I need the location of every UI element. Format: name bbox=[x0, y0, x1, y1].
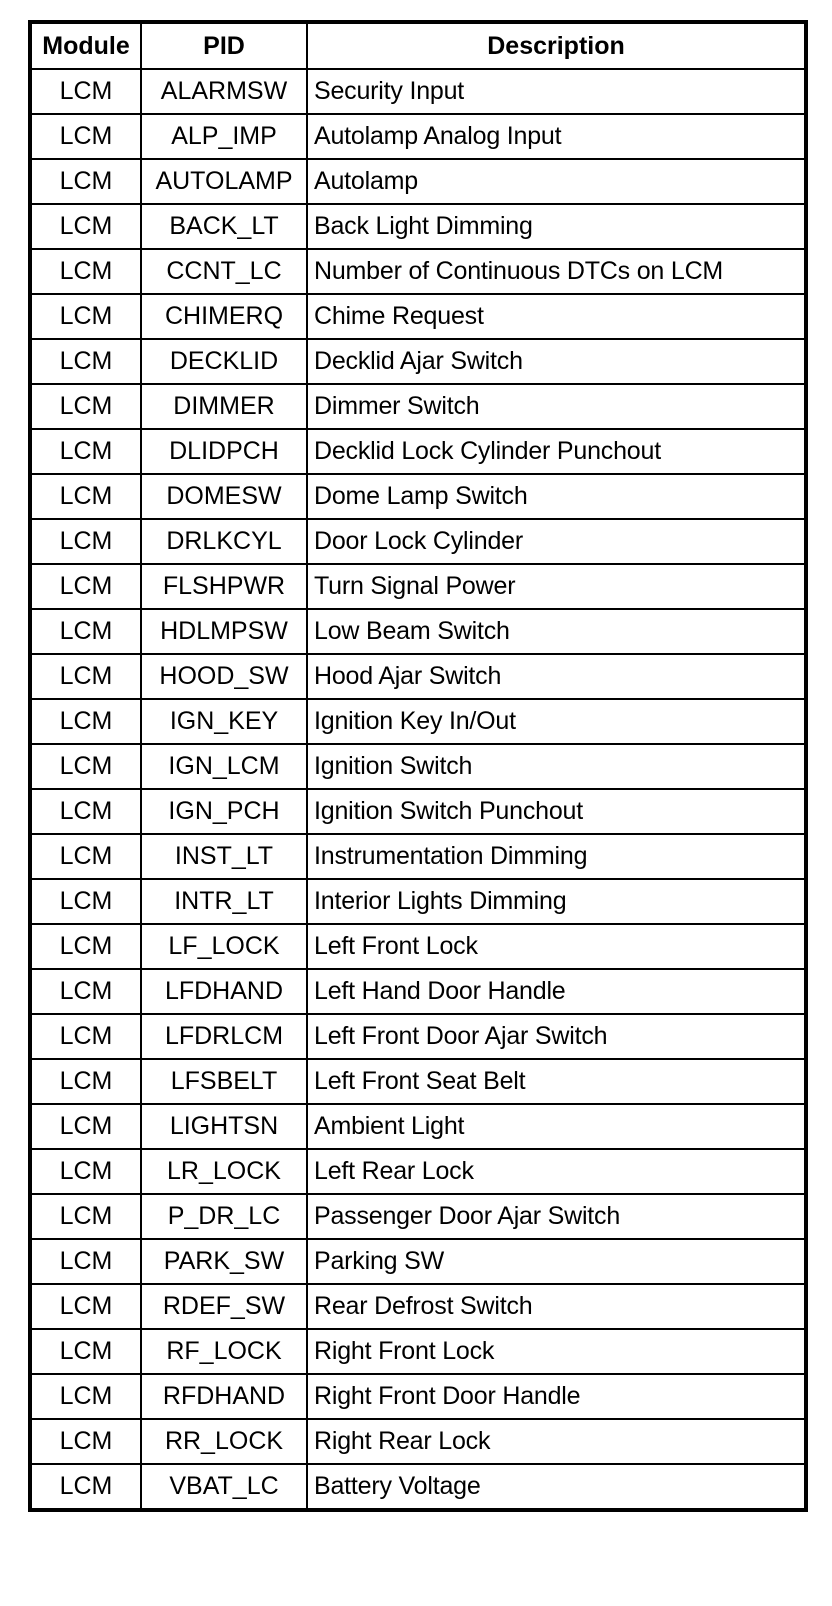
pid-cell: PARK_SW bbox=[141, 1239, 307, 1284]
description-cell: Ignition Switch bbox=[307, 744, 806, 789]
table-row bbox=[30, 879, 806, 924]
pid-cell: RDEF_SW bbox=[141, 1284, 307, 1329]
table-row bbox=[30, 834, 806, 879]
table-row bbox=[30, 69, 806, 114]
module-cell: LCM bbox=[30, 1239, 141, 1284]
table-row bbox=[30, 1419, 806, 1464]
description-cell: Number of Continuous DTCs on LCM bbox=[307, 249, 806, 294]
header-pid: PID bbox=[141, 22, 307, 69]
pid-cell: INTR_LT bbox=[141, 879, 307, 924]
pid-cell: LFDRLCM bbox=[141, 1014, 307, 1059]
pid-cell: DRLKCYL bbox=[141, 519, 307, 564]
module-cell: LCM bbox=[30, 789, 141, 834]
description-cell: Ignition Key In/Out bbox=[307, 699, 806, 744]
module-cell: LCM bbox=[30, 1059, 141, 1104]
description-cell: Chime Request bbox=[307, 294, 806, 339]
description-cell: Ignition Switch Punchout bbox=[307, 789, 806, 834]
table-row bbox=[30, 744, 806, 789]
table-row bbox=[30, 339, 806, 384]
description-cell: Left Rear Lock bbox=[307, 1149, 806, 1194]
table-row bbox=[30, 699, 806, 744]
description-cell: Turn Signal Power bbox=[307, 564, 806, 609]
description-cell: Left Front Seat Belt bbox=[307, 1059, 806, 1104]
description-cell: Back Light Dimming bbox=[307, 204, 806, 249]
description-cell: Right Front Lock bbox=[307, 1329, 806, 1374]
description-cell: Instrumentation Dimming bbox=[307, 834, 806, 879]
module-cell: LCM bbox=[30, 969, 141, 1014]
module-cell: LCM bbox=[30, 1194, 141, 1239]
pid-cell: LIGHTSN bbox=[141, 1104, 307, 1149]
table-row bbox=[30, 429, 806, 474]
table-row bbox=[30, 1014, 806, 1059]
pid-cell: ALARMSW bbox=[141, 69, 307, 114]
table-row bbox=[30, 249, 806, 294]
pid-cell: RFDHAND bbox=[141, 1374, 307, 1419]
description-cell: Left Hand Door Handle bbox=[307, 969, 806, 1014]
module-cell: LCM bbox=[30, 114, 141, 159]
module-cell: LCM bbox=[30, 294, 141, 339]
pid-cell: DIMMER bbox=[141, 384, 307, 429]
table-row bbox=[30, 1104, 806, 1149]
pid-cell: HDLMPSW bbox=[141, 609, 307, 654]
description-cell: Parking SW bbox=[307, 1239, 806, 1284]
table-row bbox=[30, 1149, 806, 1194]
table-row bbox=[30, 969, 806, 1014]
description-cell: Ambient Light bbox=[307, 1104, 806, 1149]
table-row bbox=[30, 654, 806, 699]
pid-cell: AUTOLAMP bbox=[141, 159, 307, 204]
module-cell: LCM bbox=[30, 339, 141, 384]
description-cell: Hood Ajar Switch bbox=[307, 654, 806, 699]
table-row bbox=[30, 609, 806, 654]
header-module: Module bbox=[30, 22, 141, 69]
table-row bbox=[30, 114, 806, 159]
module-cell: LCM bbox=[30, 249, 141, 294]
module-cell: LCM bbox=[30, 1374, 141, 1419]
pid-cell: HOOD_SW bbox=[141, 654, 307, 699]
table-row bbox=[30, 1374, 806, 1419]
header-description: Description bbox=[307, 22, 806, 69]
pid-cell: IGN_LCM bbox=[141, 744, 307, 789]
table-row bbox=[30, 789, 806, 834]
description-cell: Dome Lamp Switch bbox=[307, 474, 806, 519]
module-cell: LCM bbox=[30, 744, 141, 789]
description-cell: Interior Lights Dimming bbox=[307, 879, 806, 924]
module-cell: LCM bbox=[30, 204, 141, 249]
description-cell: Right Rear Lock bbox=[307, 1419, 806, 1464]
description-cell: Left Front Lock bbox=[307, 924, 806, 969]
pid-cell: BACK_LT bbox=[141, 204, 307, 249]
table-row bbox=[30, 564, 806, 609]
module-cell: LCM bbox=[30, 564, 141, 609]
table-header bbox=[30, 22, 806, 69]
pid-cell: LFSBELT bbox=[141, 1059, 307, 1104]
module-cell: LCM bbox=[30, 879, 141, 924]
module-cell: LCM bbox=[30, 834, 141, 879]
pid-cell: INST_LT bbox=[141, 834, 307, 879]
description-cell: Left Front Door Ajar Switch bbox=[307, 1014, 806, 1059]
module-cell: LCM bbox=[30, 654, 141, 699]
description-cell: Autolamp Analog Input bbox=[307, 114, 806, 159]
description-cell: Dimmer Switch bbox=[307, 384, 806, 429]
table-row bbox=[30, 204, 806, 249]
table-row bbox=[30, 1194, 806, 1239]
table-row bbox=[30, 1329, 806, 1374]
module-cell: LCM bbox=[30, 1329, 141, 1374]
description-cell: Door Lock Cylinder bbox=[307, 519, 806, 564]
table-row bbox=[30, 519, 806, 564]
table-row bbox=[30, 924, 806, 969]
pid-cell: P_DR_LC bbox=[141, 1194, 307, 1239]
description-cell: Battery Voltage bbox=[307, 1464, 806, 1510]
description-cell: Decklid Ajar Switch bbox=[307, 339, 806, 384]
pid-cell: DOMESW bbox=[141, 474, 307, 519]
module-cell: LCM bbox=[30, 699, 141, 744]
description-cell: Security Input bbox=[307, 69, 806, 114]
pid-cell: RF_LOCK bbox=[141, 1329, 307, 1374]
module-cell: LCM bbox=[30, 924, 141, 969]
pid-table-container bbox=[28, 20, 804, 1512]
description-cell: Autolamp bbox=[307, 159, 806, 204]
pid-cell: CCNT_LC bbox=[141, 249, 307, 294]
module-cell: LCM bbox=[30, 1014, 141, 1059]
pid-cell: ALP_IMP bbox=[141, 114, 307, 159]
module-cell: LCM bbox=[30, 159, 141, 204]
pid-table bbox=[28, 20, 808, 1512]
table-body bbox=[30, 69, 806, 1510]
table-row bbox=[30, 1284, 806, 1329]
module-cell: LCM bbox=[30, 69, 141, 114]
pid-cell: DLIDPCH bbox=[141, 429, 307, 474]
module-cell: LCM bbox=[30, 519, 141, 564]
table-row bbox=[30, 1059, 806, 1104]
pid-cell: IGN_PCH bbox=[141, 789, 307, 834]
pid-cell: CHIMERQ bbox=[141, 294, 307, 339]
module-cell: LCM bbox=[30, 429, 141, 474]
pid-cell: DECKLID bbox=[141, 339, 307, 384]
description-cell: Decklid Lock Cylinder Punchout bbox=[307, 429, 806, 474]
module-cell: LCM bbox=[30, 1284, 141, 1329]
pid-cell: VBAT_LC bbox=[141, 1464, 307, 1510]
pid-cell: LF_LOCK bbox=[141, 924, 307, 969]
table-row bbox=[30, 474, 806, 519]
module-cell: LCM bbox=[30, 474, 141, 519]
pid-cell: FLSHPWR bbox=[141, 564, 307, 609]
table-row bbox=[30, 159, 806, 204]
module-cell: LCM bbox=[30, 609, 141, 654]
module-cell: LCM bbox=[30, 1149, 141, 1194]
table-row bbox=[30, 1239, 806, 1284]
pid-cell: LR_LOCK bbox=[141, 1149, 307, 1194]
table-row bbox=[30, 384, 806, 429]
pid-cell: LFDHAND bbox=[141, 969, 307, 1014]
pid-cell: IGN_KEY bbox=[141, 699, 307, 744]
module-cell: LCM bbox=[30, 1104, 141, 1149]
pid-cell: RR_LOCK bbox=[141, 1419, 307, 1464]
description-cell: Rear Defrost Switch bbox=[307, 1284, 806, 1329]
module-cell: LCM bbox=[30, 1419, 141, 1464]
description-cell: Passenger Door Ajar Switch bbox=[307, 1194, 806, 1239]
description-cell: Low Beam Switch bbox=[307, 609, 806, 654]
description-cell: Right Front Door Handle bbox=[307, 1374, 806, 1419]
module-cell: LCM bbox=[30, 1464, 141, 1510]
module-cell: LCM bbox=[30, 384, 141, 429]
header-row bbox=[30, 22, 806, 69]
table-row bbox=[30, 294, 806, 339]
table-row bbox=[30, 1464, 806, 1510]
